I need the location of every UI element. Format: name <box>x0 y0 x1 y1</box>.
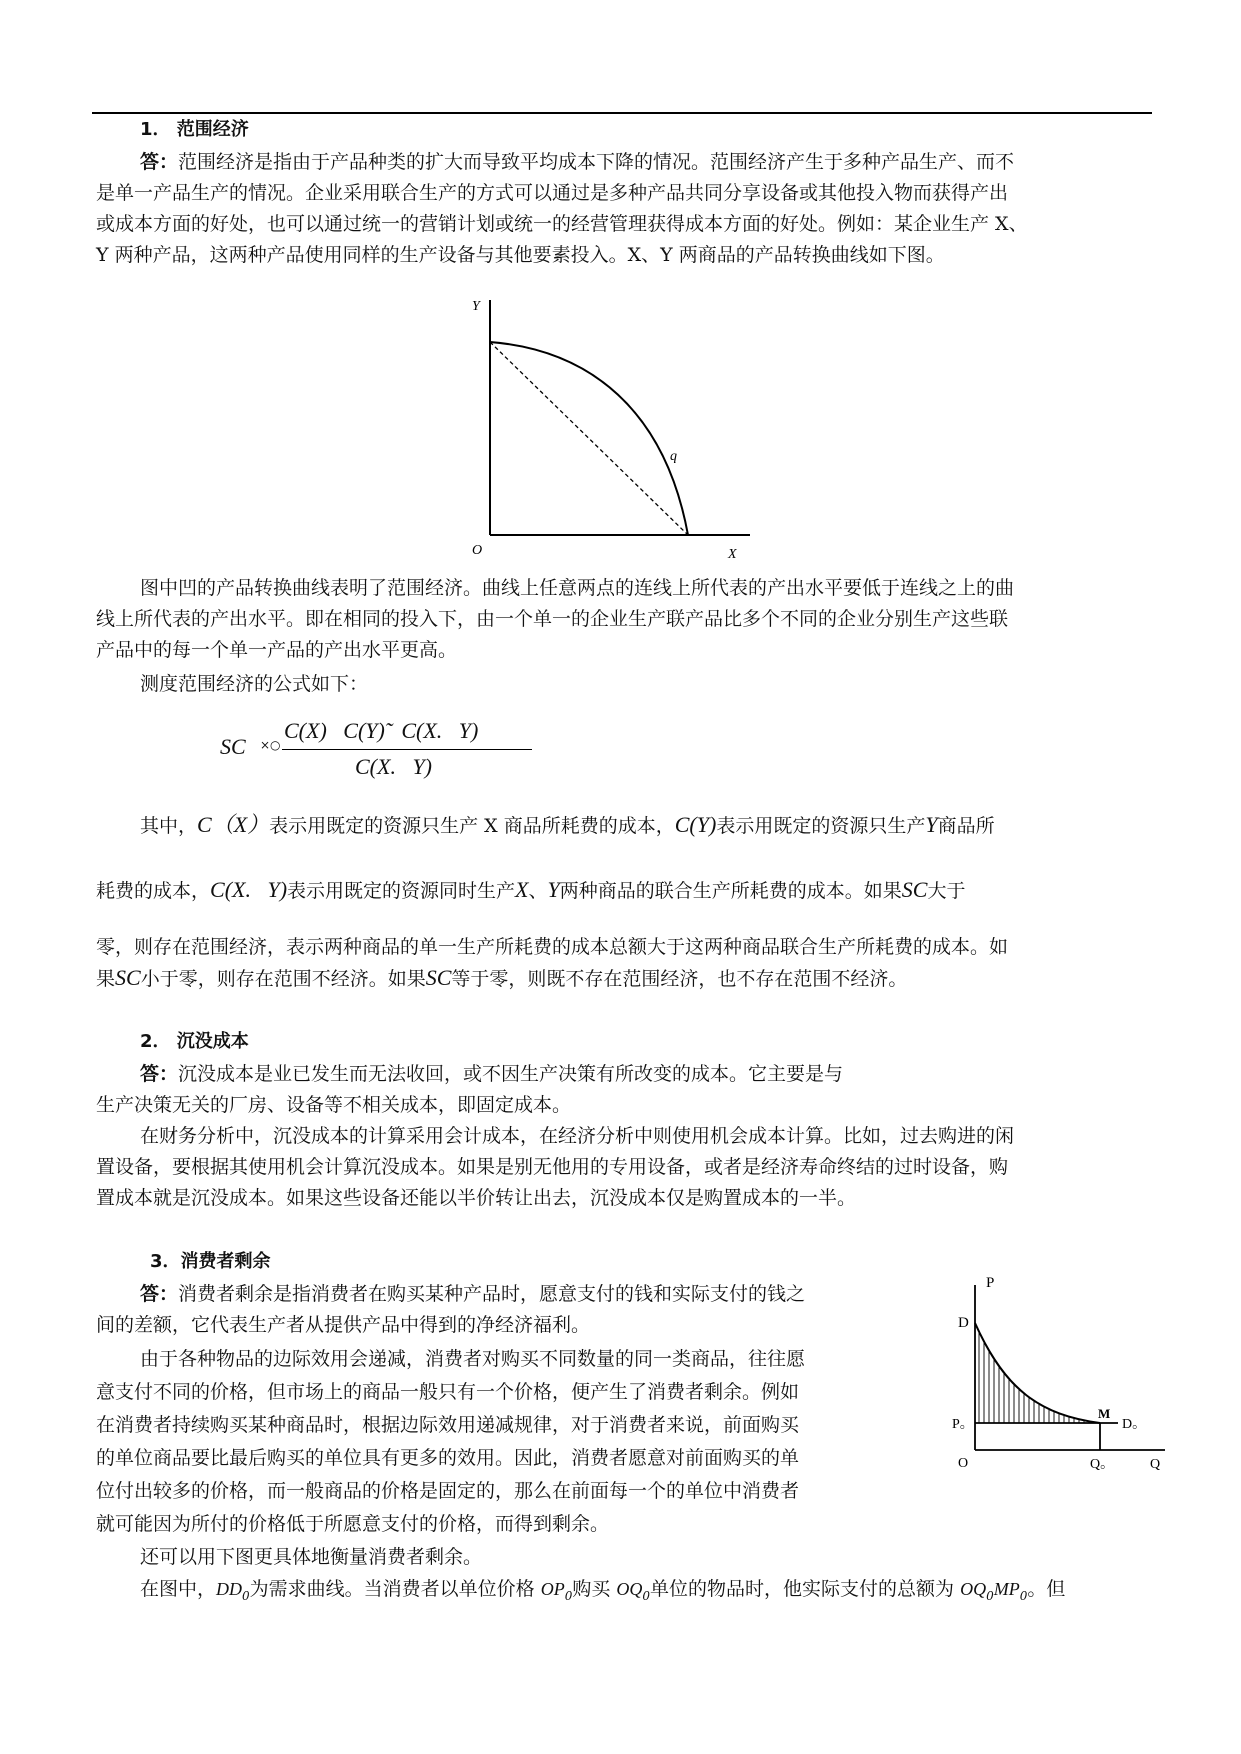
s1-para2-line-3: 产品中的每一个单一产品的产出水平更高。 <box>96 639 458 661</box>
chord-dashed-line <box>490 342 688 535</box>
p0-label: P。 <box>952 1417 974 1432</box>
answer-label: 答： <box>140 151 179 173</box>
q0-label: Q。 <box>1090 1457 1115 1470</box>
formula-numerator: C(X) C(Y)̃ C(X. Y) <box>284 718 479 743</box>
surplus-hatching <box>979 1315 1099 1423</box>
s3-line-2: 间的差额，它代表生产者从提供产品中得到的净经济福利。 <box>96 1314 591 1336</box>
s3-para2-line-2: 意支付不同的价格，但市场上的商品一般只有一个价格，便产生了消费者剩余。例如 <box>96 1381 800 1403</box>
origin-label: O <box>472 543 483 558</box>
q-axis-label: Q <box>1150 1457 1161 1470</box>
consumer-surplus-figure <box>950 1275 1180 1470</box>
s1-para2-line-2: 线上所代表的产出水平。即在相同的投入下，由一个单一的企业生产联产品比多个不同的企业分别生产这些联 <box>96 608 1009 630</box>
formula-denominator: C(X. Y) <box>355 754 432 779</box>
fraction-bar <box>282 749 532 750</box>
s3-para2-line-5: 位付出较多的价格，而一般商品的价格是固定的，那么在前面每一个的单位中消费者 <box>96 1480 800 1502</box>
scope-economy-formula <box>220 718 540 788</box>
formula-sign: ×○ <box>260 738 281 752</box>
s1-expl-line-3: 零，则存在范围经济，表示两种商品的单一生产所耗费的成本总额大于这两种商品联合生产所耗费的成本。如 <box>96 936 1009 958</box>
origin-label: O <box>958 1456 969 1470</box>
formula-intro: 测度范围经济的公式如下： <box>140 673 369 695</box>
s2-para2-line-3: 置成本就是沉没成本。如果这些设备还能以半价转让出去，沉没成本仅是购置成本的一半。 <box>96 1187 857 1209</box>
s2-line-2: 生产决策无关的厂房、设备等不相关成本，即固定成本。 <box>96 1094 572 1116</box>
s1-para2-line-1: 图中凹的产品转换曲线表明了范围经济。曲线上任意两点的连线上所代表的产出水平要低于连线之上的曲 <box>140 577 1015 599</box>
answer-label: 答： <box>140 1063 179 1085</box>
s2-para2-line-2: 置设备，要根据其使用机会计算沉没成本。如果是别无他用的专用设备，或者是经济寿命终结的过时设备，购 <box>96 1156 1009 1178</box>
x-axis-label: X <box>728 547 737 562</box>
s3-last-line: 在图中，$DD_0$为需求曲线。当消费者以单位价格 $OP_0$购买 $OQ_0$单位的物品时，他实际支付的总额为 $OQ_0MP_0$。但 <box>140 1578 1066 1603</box>
s1-line-3: 或成本方面的好处，也可以通过统一的营销计划或统一的经营管理获得成本方面的好处。例如：某企业生产 X、 <box>96 213 1028 235</box>
s3-para2-line-1: 由于各种物品的边际效用会递减，消费者对购买不同数量的同一类商品，往往愿 <box>140 1348 806 1370</box>
y-axis-label: Y <box>472 299 480 314</box>
d-label: D <box>958 1315 969 1331</box>
s2-para2-line-1: 在财务分析中，沉没成本的计算采用会计成本，在经济分析中则使用机会成本计算。比如，过去购进的闲 <box>140 1125 1015 1147</box>
curve-label: q <box>670 449 677 464</box>
section-1-heading: 1． 范围经济 <box>140 119 249 140</box>
s3-also-line: 还可以用下图更具体地衡量消费者剩余。 <box>140 1546 483 1568</box>
s3-para2-line-3: 在消费者持续购买某种商品时，根据边际效用递减规律，对于消费者来说，前面购买 <box>96 1414 800 1436</box>
s2-line-1: 答：沉没成本是业已发生而无法收回，或不因生产决策有所改变的成本。它主要是与 <box>140 1063 844 1085</box>
s1-line-1: 答：范围经济是指由于产品种类的扩大而导致平均成本下降的情况。范围经济产生于多种产品生产、而不 <box>140 151 1015 173</box>
s1-line-2: 是单一产品生产的情况。企业采用联合生产的方式可以通过是多种产品共同分享设备或其他投入物而获得产出 <box>96 182 1009 204</box>
s3-para2-line-4: 的单位商品要比最后购买的单位具有更多的效用。因此，消费者愿意对前面购买的单 <box>96 1447 800 1469</box>
top-rule <box>92 112 1152 114</box>
p-axis-label: P <box>986 1275 995 1291</box>
formula-lhs: SC <box>220 734 246 759</box>
s1-expl-line-1: 其中，C（X）表示用既定的资源只生产 X 商品所耗费的成本，C(Y)表示用既定的资源只生产Y商品所 <box>140 812 995 837</box>
s1-line-4: Y 两种产品，这两种产品使用同样的生产设备与其他要素投入。X、Y 两商品的产品转换曲线如下图。 <box>96 244 945 266</box>
s3-para2-line-6: 就可能因为所付的价格低于所愿意支付的价格，而得到剩余。 <box>96 1513 610 1535</box>
m-label: M <box>1098 1406 1111 1421</box>
transformation-curve <box>490 342 688 535</box>
transformation-curve-figure <box>460 290 760 565</box>
answer-label: 答： <box>140 1283 179 1305</box>
s1-expl-line-2: 耗费的成本，C(X. Y)表示用既定的资源同时生产X、Y两种商品的联合生产所耗费的成本。如果SC大于 <box>96 877 966 902</box>
s1-expl-line-4: 果SC小于零，则存在范围不经济。如果SC等于零，则既不存在范围经济，也不存在范围不经济。 <box>96 965 908 990</box>
s3-line-1: 答：消费者剩余是指消费者在购买某种产品时，愿意支付的钱和实际支付的钱之 <box>140 1283 806 1305</box>
d0-label: D。 <box>1122 1417 1147 1432</box>
section-2-heading: 2． 沉没成本 <box>140 1031 249 1052</box>
section-3-heading: 3．消费者剩余 <box>150 1251 271 1272</box>
